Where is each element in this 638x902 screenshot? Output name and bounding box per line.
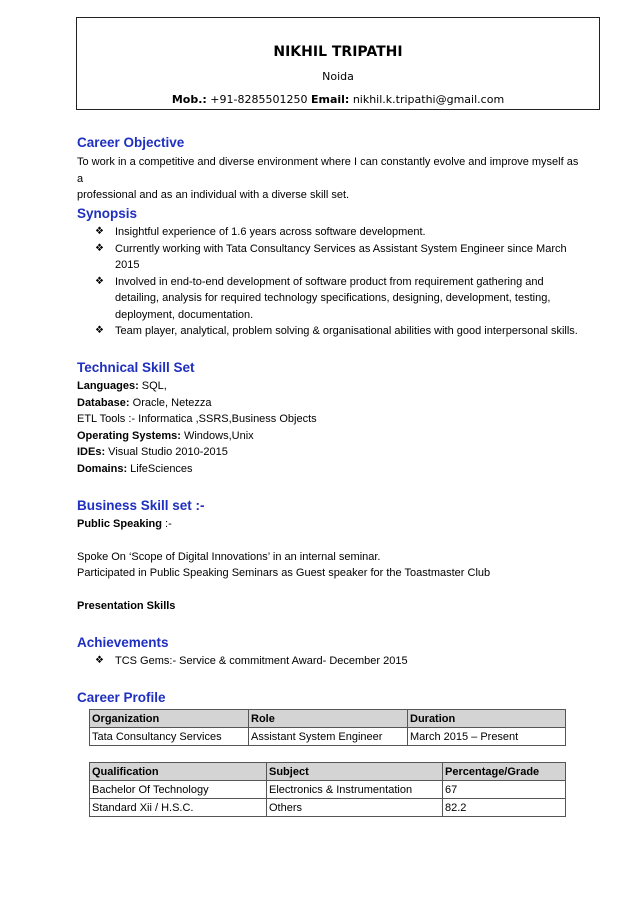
table-row — [90, 781, 566, 799]
os-label: Operating Systems: — [77, 429, 181, 442]
list-item-text: TCS Gems:- Service & commitment Award- December 2015 — [115, 655, 408, 667]
database-line — [77, 395, 582, 412]
table-cell: 67 — [443, 781, 566, 799]
diamond-bullet-icon: ❖ — [95, 242, 104, 254]
diamond-bullet-icon: ❖ — [95, 226, 104, 237]
ides-label: IDEs: — [77, 446, 106, 458]
list-item-text: Team player, analytical, problem solving & organisational abilities with good interpersonal skills. — [115, 325, 578, 337]
list-item-text: 2015 — [115, 259, 140, 271]
column-header: Role — [249, 710, 408, 728]
objective-line: To work in a competitive and diverse environment where I can constantly evolve and improve myself as a — [77, 156, 579, 185]
table-cell: Standard Xii / H.S.C. — [90, 799, 267, 817]
table-cell: Tata Consultancy Services — [90, 728, 249, 746]
career-objective-section — [77, 135, 582, 204]
table-header-row — [90, 710, 566, 728]
os-value: Windows,Unix — [180, 429, 254, 442]
mob-label: Mob.: — [171, 93, 207, 106]
candidate-name: NIKHIL TRIPATHI — [273, 44, 403, 60]
languages-line — [77, 378, 582, 395]
business-line: Spoke On ‘Scope of Digital Innovations’ in an internal seminar. — [77, 550, 381, 563]
etl-line: ETL Tools :- Informatica ,SSRS,Business Objects — [77, 413, 317, 425]
database-value: Oracle, Netezza — [129, 396, 212, 409]
section-title: Career Objective — [77, 135, 185, 150]
business-skill-section — [77, 498, 582, 614]
business-line: Participated in Public Speaking Seminars as Guest speaker for the Toastmaster Club — [77, 567, 491, 579]
section-title: Achievements — [77, 635, 169, 650]
domains-label: Domains: — [77, 462, 128, 475]
table-row — [90, 728, 566, 746]
database-label: Database: — [77, 396, 130, 409]
column-header: Qualification — [90, 763, 267, 781]
diamond-bullet-icon: ❖ — [95, 655, 104, 666]
list-item — [77, 274, 582, 324]
list-item-text: detailing, analysis for required technology specifications, designing, development, testing, — [115, 292, 551, 304]
ides-line — [77, 444, 582, 461]
ides-value: Visual Studio 2010-2015 — [105, 446, 228, 458]
column-header: Subject — [267, 763, 443, 781]
os-line — [77, 428, 582, 445]
presentation-skills-label: Presentation Skills — [77, 599, 176, 612]
table-header-row — [90, 763, 566, 781]
list-item — [77, 323, 582, 340]
contact-line — [77, 93, 599, 106]
table-row — [90, 799, 566, 817]
mob-value: +91-8285501250 — [210, 93, 308, 106]
resume-header — [76, 17, 600, 110]
synopsis-list — [77, 224, 582, 340]
table-cell: Bachelor Of Technology — [90, 781, 267, 799]
section-title: Technical Skill Set — [77, 360, 195, 375]
public-speaking-line — [77, 516, 582, 533]
qualification-table — [89, 762, 566, 817]
achievements-section — [77, 635, 582, 670]
section-title: Business Skill set :- — [77, 498, 205, 513]
public-speaking-suffix: :- — [161, 518, 172, 530]
table-cell: Electronics & Instrumentation — [267, 781, 443, 799]
list-item — [77, 241, 582, 274]
synopsis-section — [77, 206, 582, 340]
table-cell: Others — [267, 799, 443, 817]
diamond-bullet-icon: ❖ — [95, 275, 104, 287]
email-value: nikhil.k.tripathi@gmail.com — [352, 93, 505, 106]
languages-label: Languages: — [77, 380, 139, 392]
table-cell: Assistant System Engineer — [249, 728, 408, 746]
public-speaking-label: Public Speaking — [77, 518, 162, 530]
column-header: Organization — [90, 710, 249, 728]
section-title: Career Profile — [77, 690, 166, 705]
domains-line — [77, 461, 582, 478]
achievements-list — [77, 653, 582, 670]
list-item — [77, 653, 582, 670]
list-item — [77, 224, 582, 241]
career-profile-section — [77, 690, 582, 705]
list-item-text: deployment, documentation. — [115, 308, 254, 321]
list-item-text: Insightful experience of 1.6 years across software development. — [115, 226, 426, 238]
list-item-text: Currently working with Tata Consultancy Services as Assistant System Engineer since March — [115, 242, 567, 255]
candidate-city: Noida — [322, 70, 354, 83]
table-cell: March 2015 – Present — [408, 728, 566, 746]
column-header: Percentage/Grade — [443, 763, 566, 781]
languages-value: SQL, — [138, 380, 167, 392]
career-profile-table — [89, 709, 566, 746]
objective-line: professional and as an individual with a diverse skill set. — [77, 189, 350, 201]
table-cell: 82.2 — [443, 799, 566, 817]
domains-value: LifeSciences — [127, 462, 193, 475]
technical-skill-section — [77, 360, 582, 477]
section-title: Synopsis — [77, 206, 138, 221]
email-label: Email: — [310, 93, 350, 106]
column-header: Duration — [408, 710, 566, 728]
list-item-text: Involved in end-to-end development of software product from requirement gathering and — [115, 275, 544, 288]
diamond-bullet-icon: ❖ — [95, 325, 104, 336]
